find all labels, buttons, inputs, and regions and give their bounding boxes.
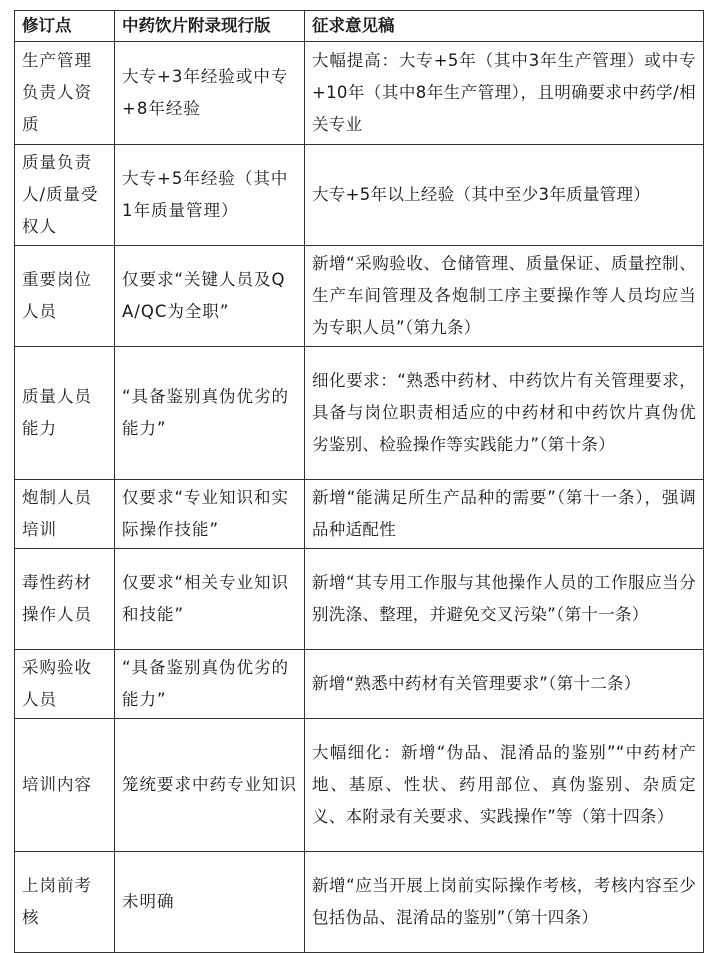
table-row <box>15 650 704 719</box>
cell-current-version: “具备鉴别真伪优劣的能力” <box>115 650 305 719</box>
cell-draft-version: 细化要求：“熟悉中药材、中药饮片有关管理要求，具备与岗位职责相适应的中药材和中药饮片真伪优劣鉴别、检验操作等实践能力”（第十条） <box>305 347 704 480</box>
table-row <box>15 145 704 246</box>
cell-revision-point: 重要岗位人员 <box>15 246 115 347</box>
cell-revision-point: 培训内容 <box>15 719 115 852</box>
table-row <box>15 719 704 852</box>
table-row <box>15 42 704 145</box>
cell-revision-point: 炮制人员培训 <box>15 480 115 549</box>
table-row <box>15 549 704 650</box>
cell-draft-version: 大幅提高：大专+5年（其中3年生产管理）或中专+10年（其中8年生产管理），且明确要求中药学/相关专业 <box>305 42 704 145</box>
cell-current-version: 仅要求“相关专业知识和技能” <box>115 549 305 650</box>
cell-current-version: 大专+5年经验（其中1年质量管理） <box>115 145 305 246</box>
cell-draft-version: 新增“采购验收、仓储管理、质量保证、质量控制、生产车间管理及各炮制工序主要操作等人员均应当为专职人员”（第九条） <box>305 246 704 347</box>
cell-draft-version: 大幅细化：新增“伪品、混淆品的鉴别”“中药材产地、基原、性状、药用部位、真伪鉴别、杂质定义、本附录有关要求、实践操作”等（第十四条） <box>305 719 704 852</box>
cell-draft-version: 新增“能满足所生产品种的需要”（第十一条），强调品种适配性 <box>305 480 704 549</box>
header-draft-version: 征求意见稿 <box>305 11 704 42</box>
cell-current-version: 仅要求“关键人员及QA/QC为全职” <box>115 246 305 347</box>
cell-draft-version: 新增“熟悉中药材有关管理要求”（第十二条） <box>305 650 704 719</box>
cell-current-version: 大专+3年经验或中专+8年经验 <box>115 42 305 145</box>
table-row <box>15 480 704 549</box>
table-row <box>15 347 704 480</box>
cell-revision-point: 质量人员能力 <box>15 347 115 480</box>
cell-current-version: 未明确 <box>115 852 305 953</box>
table-row <box>15 852 704 953</box>
comparison-table-wrapper <box>14 10 704 953</box>
cell-revision-point: 生产管理负责人资质 <box>15 42 115 145</box>
cell-current-version: “具备鉴别真伪优劣的能力” <box>115 347 305 480</box>
cell-current-version: 仅要求“专业知识和实际操作技能” <box>115 480 305 549</box>
table-header-row <box>15 11 704 42</box>
table-row <box>15 246 704 347</box>
revision-comparison-table <box>14 10 704 953</box>
cell-current-version: 笼统要求中药专业知识 <box>115 719 305 852</box>
cell-revision-point: 上岗前考核 <box>15 852 115 953</box>
cell-draft-version: 新增“应当开展上岗前实际操作考核，考核内容至少包括伪品、混淆品的鉴别”（第十四条） <box>305 852 704 953</box>
cell-draft-version: 新增“其专用工作服与其他操作人员的工作服应当分别洗涤、整理，并避免交叉污染”（第十一条） <box>305 549 704 650</box>
header-current-version: 中药饮片附录现行版 <box>115 11 305 42</box>
cell-revision-point: 毒性药材操作人员 <box>15 549 115 650</box>
cell-draft-version: 大专+5年以上经验（其中至少3年质量管理） <box>305 145 704 246</box>
header-revision-point: 修订点 <box>15 11 115 42</box>
cell-revision-point: 质量负责人/质量受权人 <box>15 145 115 246</box>
cell-revision-point: 采购验收人员 <box>15 650 115 719</box>
